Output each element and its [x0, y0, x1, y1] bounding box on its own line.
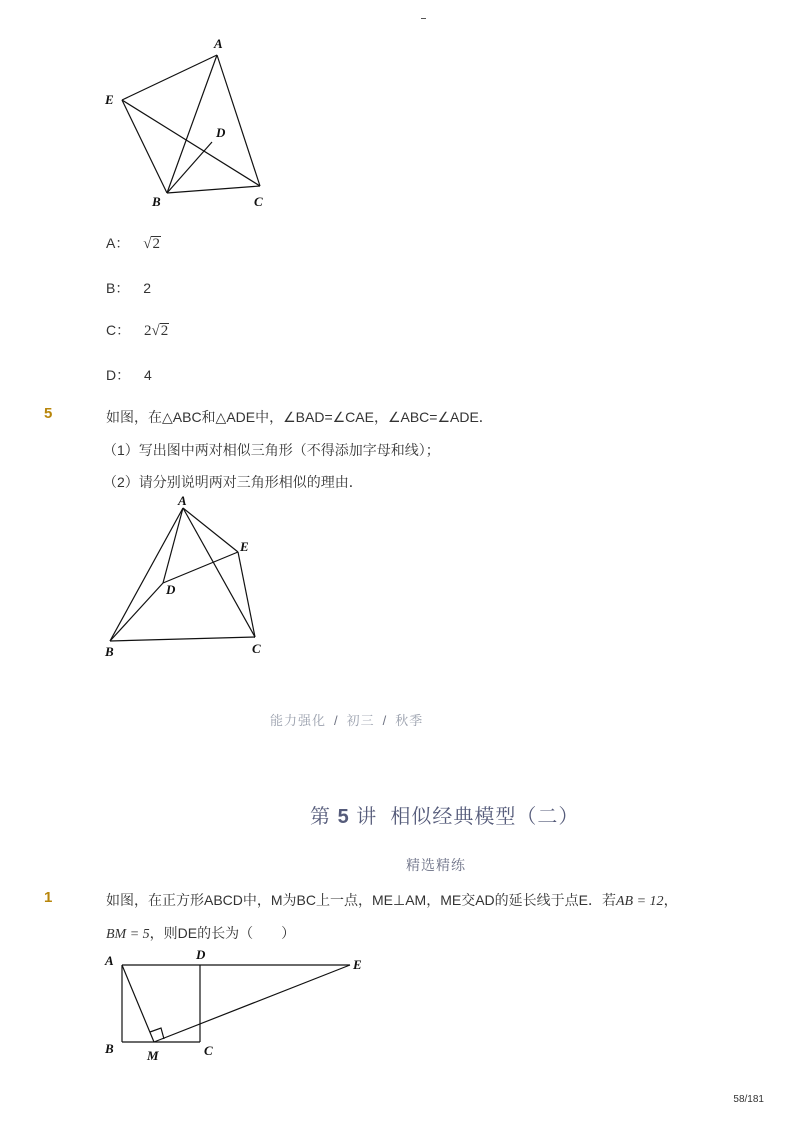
figure-square [100, 945, 380, 1070]
edge-AC [183, 508, 255, 637]
page-mark [421, 18, 426, 19]
figure-quadrilateral [100, 30, 300, 215]
option-a-label: A： [106, 235, 130, 251]
fig2-label-A: A [178, 493, 187, 508]
breadcrumb-term: 秋季 [395, 713, 424, 728]
fig3-label-D: D [196, 947, 206, 962]
edge-AC [217, 55, 260, 186]
fig3-label-C: C [204, 1043, 213, 1058]
fig2-label-E: E [240, 539, 249, 554]
lecture-title: 第 5 讲 相似经典模型（二） [310, 806, 580, 828]
option-d-value: 4 [144, 367, 152, 383]
fig2-label-C: C [252, 641, 261, 656]
option-b-value: 2 [143, 280, 152, 296]
page-number: 58/181 [733, 1094, 764, 1105]
figure-1-svg [100, 30, 300, 215]
fig1-label-A: A [214, 36, 223, 51]
option-d-label: D： [106, 367, 131, 383]
expr-ab: AB = 12 [616, 894, 664, 909]
breadcrumb-grade: 初三 [346, 713, 375, 728]
edge-ME [154, 965, 350, 1042]
question-1-line1: 如图，在正方形ABCD中，M为BC上一点，ME⊥AM，ME交AD的延长线于点E．若AB = 12， [106, 892, 678, 909]
option-c-label: C： [106, 322, 131, 338]
option-c-value: 2 [160, 323, 169, 339]
option-a-value: 2 [152, 236, 160, 252]
question-5-part1: （1）写出图中两对相似三角形（不得添加字母和线）； [103, 442, 440, 458]
fig1-label-E: E [105, 92, 114, 107]
figure-3-svg [100, 945, 380, 1070]
edge-AE [183, 508, 238, 552]
edge-AB [110, 508, 183, 641]
edge-DE [163, 552, 238, 583]
question-1-number: 1 [44, 889, 53, 906]
fig3-label-M: M [147, 1048, 159, 1063]
option-b[interactable] [106, 278, 151, 298]
fig3-label-A: A [105, 953, 114, 968]
question-5-stem: 如图，在△ABC和△ADE中，∠BAD=∠CAE，∠ABC=∠ADE． [106, 409, 493, 425]
fig3-label-B: B [105, 1041, 114, 1056]
edge-AM [122, 965, 154, 1042]
edge-BD [167, 142, 212, 193]
expr-bm: BM = 5 [106, 927, 150, 942]
option-c[interactable] [106, 320, 169, 340]
section-title: 精选精练 [406, 857, 466, 873]
option-d[interactable] [106, 365, 152, 385]
fig2-label-D: D [166, 582, 176, 597]
breadcrumb: 能力强化 / 初三 / 秋季 [270, 713, 424, 728]
fig1-label-C: C [254, 194, 263, 209]
edge-BC [110, 637, 255, 641]
edge-AD [163, 508, 183, 583]
lecture-number: 5 [337, 806, 350, 828]
question-1-line2: BM = 5，则DE的长为（ ） [106, 925, 296, 942]
sqrt-symbol: √2 [151, 323, 169, 339]
sqrt-symbol: √2 [143, 236, 160, 252]
option-c-coef: 2 [144, 323, 152, 339]
figure-2-svg [100, 493, 280, 663]
fig2-label-B: B [105, 644, 114, 659]
edge-BC [167, 186, 260, 193]
question-5-part2: （2）请分别说明两对三角形相似的理由． [103, 474, 363, 490]
question-5-number: 5 [44, 405, 53, 422]
fig3-label-E: E [353, 957, 362, 972]
fig1-label-D: D [216, 125, 226, 140]
option-b-label: B： [106, 280, 130, 296]
breadcrumb-subject: 能力强化 [270, 713, 327, 728]
fig1-label-B: B [152, 194, 161, 209]
option-a[interactable] [106, 233, 161, 253]
edge-EC [238, 552, 255, 637]
figure-triangles [100, 493, 280, 663]
lecture-name: 相似经典模型（二） [390, 806, 580, 828]
